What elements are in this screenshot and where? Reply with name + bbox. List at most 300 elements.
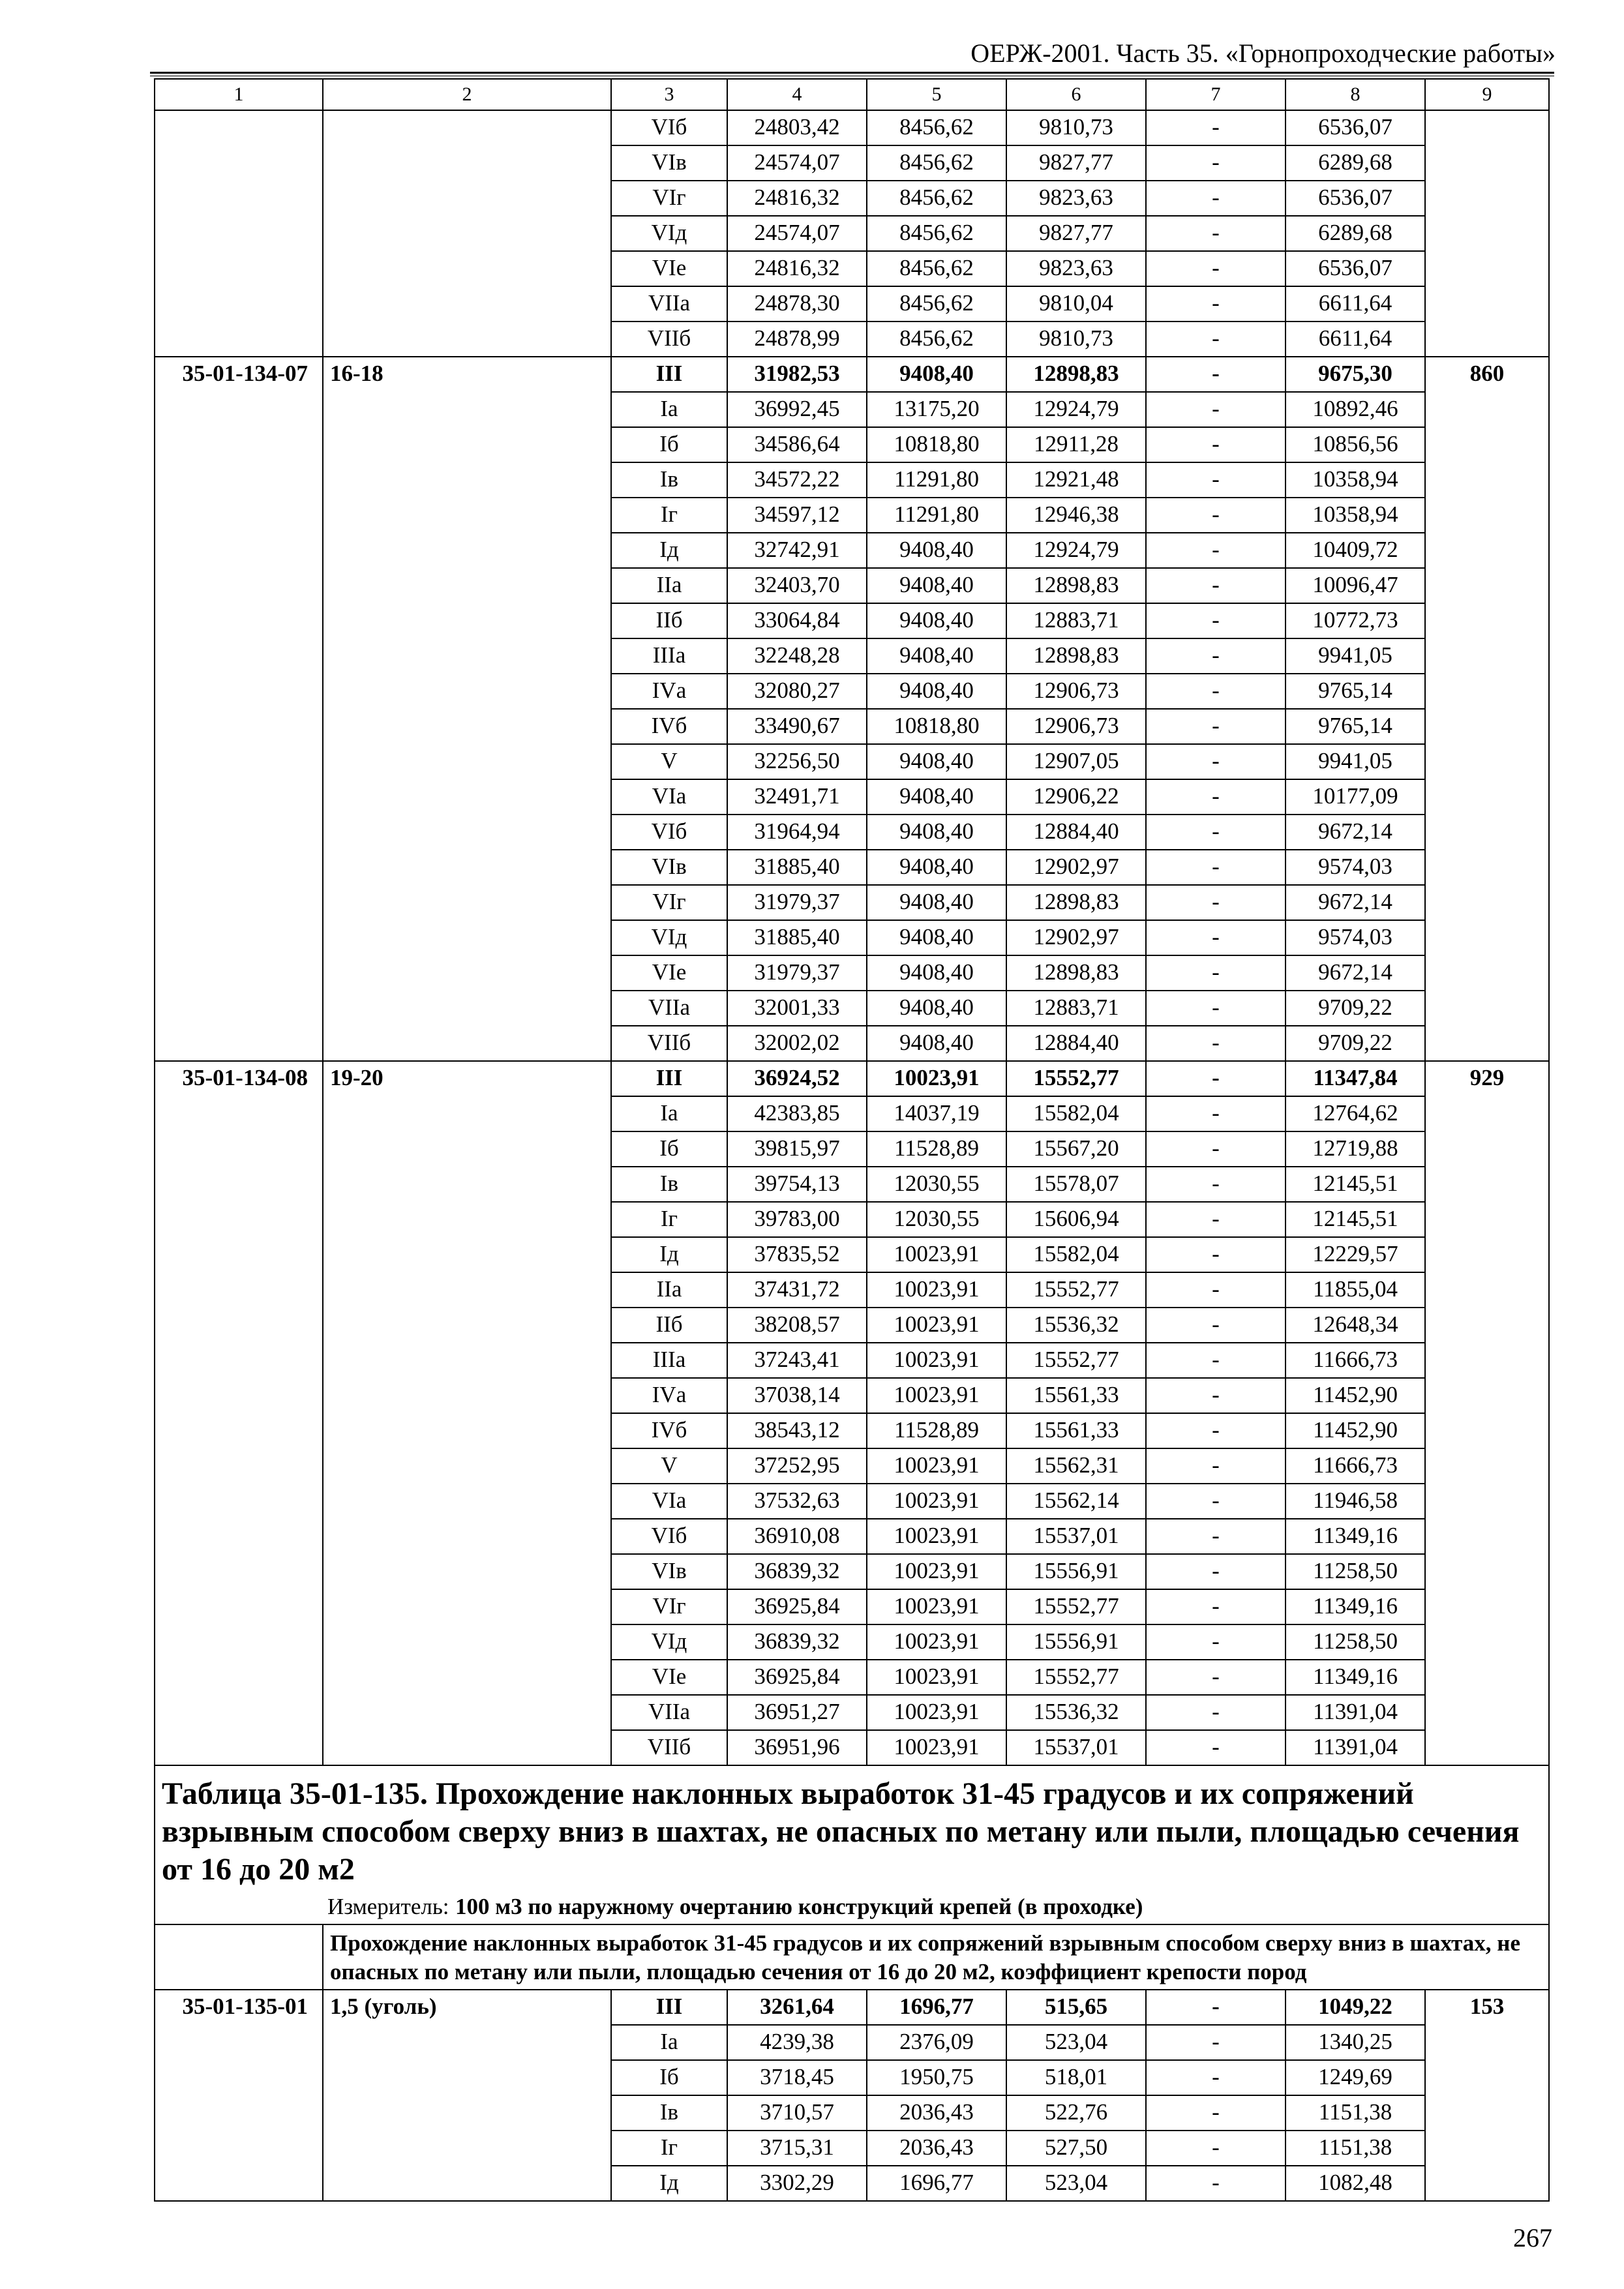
cell-wages-drivers: - [1146,286,1286,322]
cell-materials: 9672,14 [1286,815,1425,850]
cell-wages: 10023,91 [867,1695,1006,1730]
estimate-table [154,78,1550,2202]
cell-variant: IVб [611,1413,727,1448]
cell-machines: 9823,63 [1006,251,1146,286]
cell-wages-drivers: - [1146,674,1286,709]
cell-total-cost: 36924,52 [727,1061,867,1096]
cell-materials: 1151,38 [1286,2131,1425,2166]
cell-workload: 153 [1425,1990,1549,2201]
cell-variant: IVа [611,674,727,709]
cell-machines: 15537,01 [1006,1730,1146,1765]
cell-wages-drivers: - [1146,1096,1286,1131]
cell-variant: Iа [611,1096,727,1131]
column-number: 9 [1425,79,1549,110]
cell-wages: 10023,91 [867,1378,1006,1413]
column-number: 6 [1006,79,1146,110]
cell-materials: 10358,94 [1286,498,1425,533]
cell-total-cost: 33490,67 [727,709,867,744]
cell-variant: VIв [611,1554,727,1589]
cell-machines: 12924,79 [1006,392,1146,427]
cell-total-cost: 3715,31 [727,2131,867,2166]
column-number: 2 [323,79,611,110]
cell-wages-drivers: - [1146,1554,1286,1589]
cell-wages: 9408,40 [867,744,1006,779]
cell-wages: 8456,62 [867,322,1006,357]
cell-materials: 10409,72 [1286,533,1425,568]
cell-wages-drivers: - [1146,2131,1286,2166]
cell-wages: 11528,89 [867,1413,1006,1448]
cell-wages-drivers: - [1146,1378,1286,1413]
cell-machines: 9823,63 [1006,181,1146,216]
cell-variant: Iв [611,1167,727,1202]
cell-machines: 15578,07 [1006,1167,1146,1202]
cell-total-cost: 39815,97 [727,1131,867,1167]
cell-total-cost: 31979,37 [727,885,867,920]
cell-total-cost: 33064,84 [727,603,867,638]
cell-materials: 9941,05 [1286,638,1425,674]
cell-wages-drivers: - [1146,1061,1286,1096]
cell-machines: 515,65 [1006,1990,1146,2025]
cell-materials: 10772,73 [1286,603,1425,638]
cell-variant: Iб [611,1131,727,1167]
cell-wages-drivers: - [1146,603,1286,638]
cell-code: 35-01-134-07 [155,357,323,1061]
cell-materials: 11855,04 [1286,1272,1425,1308]
cell-variant: IVа [611,1378,727,1413]
cell-wages-drivers: - [1146,955,1286,991]
cell-machines: 12898,83 [1006,568,1146,603]
cell-wages: 8456,62 [867,216,1006,251]
cell-machines: 12924,79 [1006,533,1146,568]
cell-wages: 10818,80 [867,709,1006,744]
unit-cell [155,1893,1549,1924]
cell-total-cost: 3261,64 [727,1990,867,2025]
cell-materials: 10892,46 [1286,392,1425,427]
cell-wages-drivers: - [1146,1237,1286,1272]
cell-wages: 10023,91 [867,1519,1006,1554]
cell-variant: V [611,1448,727,1484]
cell-wages-drivers: - [1146,1589,1286,1624]
cell-total-cost: 31885,40 [727,920,867,955]
cell-total-cost: 32080,27 [727,674,867,709]
cell-total-cost: 32742,91 [727,533,867,568]
cell-variant: V [611,744,727,779]
cell-total-cost: 32248,28 [727,638,867,674]
cell-materials: 10856,56 [1286,427,1425,462]
cell-total-cost: 36951,27 [727,1695,867,1730]
cell-total-cost: 31982,53 [727,357,867,392]
cell-materials: 11452,90 [1286,1413,1425,1448]
cell-machines: 9827,77 [1006,145,1146,181]
cell-total-cost: 32002,02 [727,1026,867,1061]
cell-materials: 6289,68 [1286,145,1425,181]
cell-wages: 11291,80 [867,498,1006,533]
cell-materials: 11666,73 [1286,1448,1425,1484]
cell-variant: IIб [611,603,727,638]
cell-machines: 12884,40 [1006,815,1146,850]
cell-wages-drivers: - [1146,1202,1286,1237]
cell-total-cost: 31979,37 [727,955,867,991]
cell-wages: 2036,43 [867,2131,1006,2166]
cell-machines: 518,01 [1006,2060,1146,2095]
cell-wages: 8456,62 [867,181,1006,216]
cell-machines: 15537,01 [1006,1519,1146,1554]
cell-wages: 10023,91 [867,1343,1006,1378]
cell-wages-drivers: - [1146,1272,1286,1308]
cell-total-cost: 32491,71 [727,779,867,815]
cell-variant: VIIа [611,286,727,322]
cell-machines: 15562,31 [1006,1448,1146,1484]
cell-variant: IIIа [611,638,727,674]
cell-wages: 13175,20 [867,392,1006,427]
cell-wages-drivers: - [1146,1990,1286,2025]
cell-wages: 9408,40 [867,533,1006,568]
cell-wages: 9408,40 [867,1026,1006,1061]
cell-wages-drivers: - [1146,1131,1286,1167]
cell-total-cost: 36910,08 [727,1519,867,1554]
cell-wages: 9408,40 [867,638,1006,674]
cell-wages: 1696,77 [867,2166,1006,2201]
cell-total-cost: 31885,40 [727,850,867,885]
cell-wages: 10023,91 [867,1272,1006,1308]
cell-wages: 10023,91 [867,1554,1006,1589]
cell-wages-drivers: - [1146,2060,1286,2095]
cell-machines: 15567,20 [1006,1131,1146,1167]
cell-variant: VIIа [611,991,727,1026]
cell-machines: 15552,77 [1006,1589,1146,1624]
cell-variant: Iг [611,2131,727,2166]
cell-total-cost: 36951,96 [727,1730,867,1765]
cell-variant: VIд [611,920,727,955]
column-number: 1 [155,79,323,110]
cell-variant: III [611,357,727,392]
cell-wages-drivers: - [1146,392,1286,427]
cell-total-cost: 39754,13 [727,1167,867,1202]
cell-materials: 9574,03 [1286,850,1425,885]
column-number: 4 [727,79,867,110]
cell-materials: 6611,64 [1286,322,1425,357]
cell-total-cost: 24816,32 [727,251,867,286]
cell-wages-drivers: - [1146,216,1286,251]
cell-wages: 12030,55 [867,1202,1006,1237]
cell-materials: 1340,25 [1286,2025,1425,2060]
cell-variant: VIг [611,181,727,216]
cell-wages-drivers: - [1146,145,1286,181]
cell-machines: 15606,94 [1006,1202,1146,1237]
unit-row [155,1893,1549,1924]
cell-materials: 11258,50 [1286,1554,1425,1589]
column-number: 3 [611,79,727,110]
cell-wages-drivers: - [1146,533,1286,568]
cell-wages-drivers: - [1146,1448,1286,1484]
cell-param: 19-20 [323,1061,611,1765]
cell-total-cost: 36925,84 [727,1589,867,1624]
cell-materials: 10358,94 [1286,462,1425,498]
cell-machines: 12906,73 [1006,674,1146,709]
cell-total-cost: 37038,14 [727,1378,867,1413]
header-rule-thick [150,72,1554,74]
cell-materials: 11349,16 [1286,1660,1425,1695]
cell-variant: Iг [611,498,727,533]
cell-wages-drivers: - [1146,2095,1286,2131]
cell-wages: 9408,40 [867,885,1006,920]
cell-variant: Iб [611,2060,727,2095]
cell-wages: 1950,75 [867,2060,1006,2095]
cell-wages-drivers: - [1146,568,1286,603]
cell-total-cost: 36839,32 [727,1554,867,1589]
cell-total-cost: 37252,95 [727,1448,867,1484]
cell-wages: 8456,62 [867,145,1006,181]
cell-total-cost: 38208,57 [727,1308,867,1343]
cell-total-cost: 39783,00 [727,1202,867,1237]
cell-machines: 12906,73 [1006,709,1146,744]
cell-wages-drivers: - [1146,885,1286,920]
cell-total-cost: 24816,32 [727,181,867,216]
cell-wages: 10023,91 [867,1730,1006,1765]
cell-variant: VIе [611,955,727,991]
cell-materials: 6536,07 [1286,110,1425,145]
cell-total-cost: 37532,63 [727,1484,867,1519]
cell-machines: 12906,22 [1006,779,1146,815]
cell-materials: 9709,22 [1286,991,1425,1026]
cell-materials: 1082,48 [1286,2166,1425,2201]
cell-materials: 11391,04 [1286,1730,1425,1765]
cell-workload [1425,110,1549,357]
cell-wages-drivers: - [1146,1660,1286,1695]
cell-total-cost: 36839,32 [727,1624,867,1660]
cell-materials: 9941,05 [1286,744,1425,779]
cell-total-cost: 38543,12 [727,1413,867,1448]
table-row [155,1061,1549,1096]
cell-variant: Iб [611,427,727,462]
cell-wages-drivers: - [1146,1624,1286,1660]
cell-wages-drivers: - [1146,920,1286,955]
cell-machines: 12898,83 [1006,955,1146,991]
cell-materials: 9672,14 [1286,955,1425,991]
cell-variant: VIIб [611,322,727,357]
cell-materials: 11452,90 [1286,1378,1425,1413]
cell-wages: 10023,91 [867,1660,1006,1695]
cell-wages: 10023,91 [867,1237,1006,1272]
cell-total-cost: 42383,85 [727,1096,867,1131]
cell-total-cost: 31964,94 [727,815,867,850]
cell-wages-drivers: - [1146,815,1286,850]
cell-variant: Iа [611,392,727,427]
cell-wages: 10023,91 [867,1061,1006,1096]
cell-materials: 6289,68 [1286,216,1425,251]
cell-machines: 15561,33 [1006,1413,1146,1448]
table-description: Прохождение наклонных выработок 31-45 градусов и их сопряжений взрывным способом сверху вниз в шахтах, не опасных по метану или пыли, площадью сечения от 16 до 20 м2, коэффициент крепости пород [323,1924,1549,1990]
cell-total-cost: 34597,12 [727,498,867,533]
cell-variant: VIд [611,1624,727,1660]
cell-materials: 9709,22 [1286,1026,1425,1061]
cell-variant: VIа [611,1484,727,1519]
cell-machines: 15582,04 [1006,1237,1146,1272]
cell-machines: 12911,28 [1006,427,1146,462]
cell-materials: 11666,73 [1286,1343,1425,1378]
cell-total-cost: 24803,42 [727,110,867,145]
cell-materials: 11349,16 [1286,1519,1425,1554]
cell-wages: 9408,40 [867,568,1006,603]
cell-machines: 15552,77 [1006,1061,1146,1096]
cell-variant: Iг [611,1202,727,1237]
cell-variant: IIIа [611,1343,727,1378]
cell-wages-drivers: - [1146,322,1286,357]
cell-total-cost: 34586,64 [727,427,867,462]
cell-materials: 1151,38 [1286,2095,1425,2131]
cell-wages-drivers: - [1146,850,1286,885]
cell-machines: 12902,97 [1006,850,1146,885]
cell-code: 35-01-135-01 [155,1990,323,2201]
cell-wages: 12030,55 [867,1167,1006,1202]
cell-total-cost: 37835,52 [727,1237,867,1272]
cell-machines: 12884,40 [1006,1026,1146,1061]
cell-variant: Iд [611,533,727,568]
running-header: ОЕРЖ-2001. Часть 35. «Горнопроходческие работы» [970,38,1556,68]
cell-wages-drivers: - [1146,991,1286,1026]
cell-materials: 12719,88 [1286,1131,1425,1167]
cell-wages-drivers: - [1146,110,1286,145]
cell-materials: 9675,30 [1286,357,1425,392]
cell-materials: 11258,50 [1286,1624,1425,1660]
cell-machines: 9810,73 [1006,110,1146,145]
page-number: 267 [1513,2223,1552,2252]
cell-machines: 527,50 [1006,2131,1146,2166]
cell-wages-drivers: - [1146,744,1286,779]
cell-variant: VIб [611,1519,727,1554]
cell-code: 35-01-134-08 [155,1061,323,1765]
table-title-row [155,1765,1549,1893]
cell-wages-drivers: - [1146,427,1286,462]
cell-variant: III [611,1061,727,1096]
cell-materials: 6611,64 [1286,286,1425,322]
cell-materials: 1049,22 [1286,1990,1425,2025]
cell-variant: VIб [611,815,727,850]
cell-machines: 12898,83 [1006,885,1146,920]
cell-wages: 9408,40 [867,357,1006,392]
cell-wages-drivers: - [1146,2166,1286,2201]
cell-machines: 12921,48 [1006,462,1146,498]
cell-wages: 9408,40 [867,674,1006,709]
cell-workload: 860 [1425,357,1549,1061]
estimate-table-body [155,79,1549,2201]
cell-total-cost: 32001,33 [727,991,867,1026]
cell-wages-drivers: - [1146,1413,1286,1448]
cell-materials: 11391,04 [1286,1695,1425,1730]
cell-materials: 10096,47 [1286,568,1425,603]
cell-wages: 10023,91 [867,1448,1006,1484]
table-title: Таблица 35-01-135. Прохождение наклонных выработок 31-45 градусов и их сопряжений взрывным способом сверху вниз в шахтах, не опасных по метану или пыли, площадью сечения от 16 до 20 м2 [155,1765,1549,1893]
cell-materials: 12229,57 [1286,1237,1425,1272]
cell-machines: 523,04 [1006,2025,1146,2060]
cell-materials: 6536,07 [1286,181,1425,216]
cell-variant: IIб [611,1308,727,1343]
cell-materials: 12648,34 [1286,1308,1425,1343]
cell-machines: 523,04 [1006,2166,1146,2201]
description-spacer [155,1924,323,1990]
cell-variant: Iв [611,2095,727,2131]
cell-variant: VIб [611,110,727,145]
cell-wages-drivers: - [1146,498,1286,533]
cell-machines: 15582,04 [1006,1096,1146,1131]
table-row [155,110,1549,145]
cell-materials: 11946,58 [1286,1484,1425,1519]
cell-materials: 6536,07 [1286,251,1425,286]
cell-wages: 9408,40 [867,815,1006,850]
cell-wages-drivers: - [1146,1167,1286,1202]
cell-wages: 9408,40 [867,991,1006,1026]
table-row [155,357,1549,392]
cell-wages-drivers: - [1146,1308,1286,1343]
cell-variant: VIа [611,779,727,815]
cell-wages: 8456,62 [867,251,1006,286]
cell-variant: VIд [611,216,727,251]
cell-code [155,110,323,357]
cell-variant: VIг [611,885,727,920]
column-number-row [155,79,1549,110]
cell-wages-drivers: - [1146,1519,1286,1554]
cell-total-cost: 24878,30 [727,286,867,322]
cell-machines: 12883,71 [1006,991,1146,1026]
cell-machines: 15562,14 [1006,1484,1146,1519]
cell-total-cost: 37243,41 [727,1343,867,1378]
cell-wages: 10023,91 [867,1624,1006,1660]
column-number: 5 [867,79,1006,110]
cell-total-cost: 3302,29 [727,2166,867,2201]
cell-materials: 12145,51 [1286,1202,1425,1237]
cell-variant: VIв [611,850,727,885]
cell-wages-drivers: - [1146,1026,1286,1061]
cell-wages: 10818,80 [867,427,1006,462]
cell-wages-drivers: - [1146,1730,1286,1765]
cell-machines: 15561,33 [1006,1378,1146,1413]
cell-machines: 12898,83 [1006,638,1146,674]
cell-total-cost: 24878,99 [727,322,867,357]
cell-materials: 9672,14 [1286,885,1425,920]
cell-wages: 10023,91 [867,1308,1006,1343]
cell-param: 1,5 (уголь) [323,1990,611,2201]
cell-variant: Iд [611,1237,727,1272]
cell-wages-drivers: - [1146,251,1286,286]
cell-total-cost: 32403,70 [727,568,867,603]
cell-wages: 11291,80 [867,462,1006,498]
cell-variant: III [611,1990,727,2025]
cell-total-cost: 36925,84 [727,1660,867,1695]
cell-total-cost: 34572,22 [727,462,867,498]
cell-wages-drivers: - [1146,181,1286,216]
cell-materials: 11347,84 [1286,1061,1425,1096]
cell-materials: 9765,14 [1286,674,1425,709]
cell-wages: 10023,91 [867,1484,1006,1519]
cell-machines: 15552,77 [1006,1660,1146,1695]
cell-materials: 9574,03 [1286,920,1425,955]
cell-machines: 12898,83 [1006,357,1146,392]
cell-materials: 9765,14 [1286,709,1425,744]
cell-variant: VIе [611,1660,727,1695]
unit-label: Измеритель: [327,1894,449,1919]
cell-materials: 10177,09 [1286,779,1425,815]
column-number: 8 [1286,79,1425,110]
cell-variant: VIв [611,145,727,181]
cell-machines: 12883,71 [1006,603,1146,638]
cell-wages-drivers: - [1146,1484,1286,1519]
cell-wages: 9408,40 [867,920,1006,955]
cell-wages: 9408,40 [867,779,1006,815]
cell-variant: Iа [611,2025,727,2060]
cell-wages: 2036,43 [867,2095,1006,2131]
column-number: 7 [1146,79,1286,110]
cell-wages: 11528,89 [867,1131,1006,1167]
